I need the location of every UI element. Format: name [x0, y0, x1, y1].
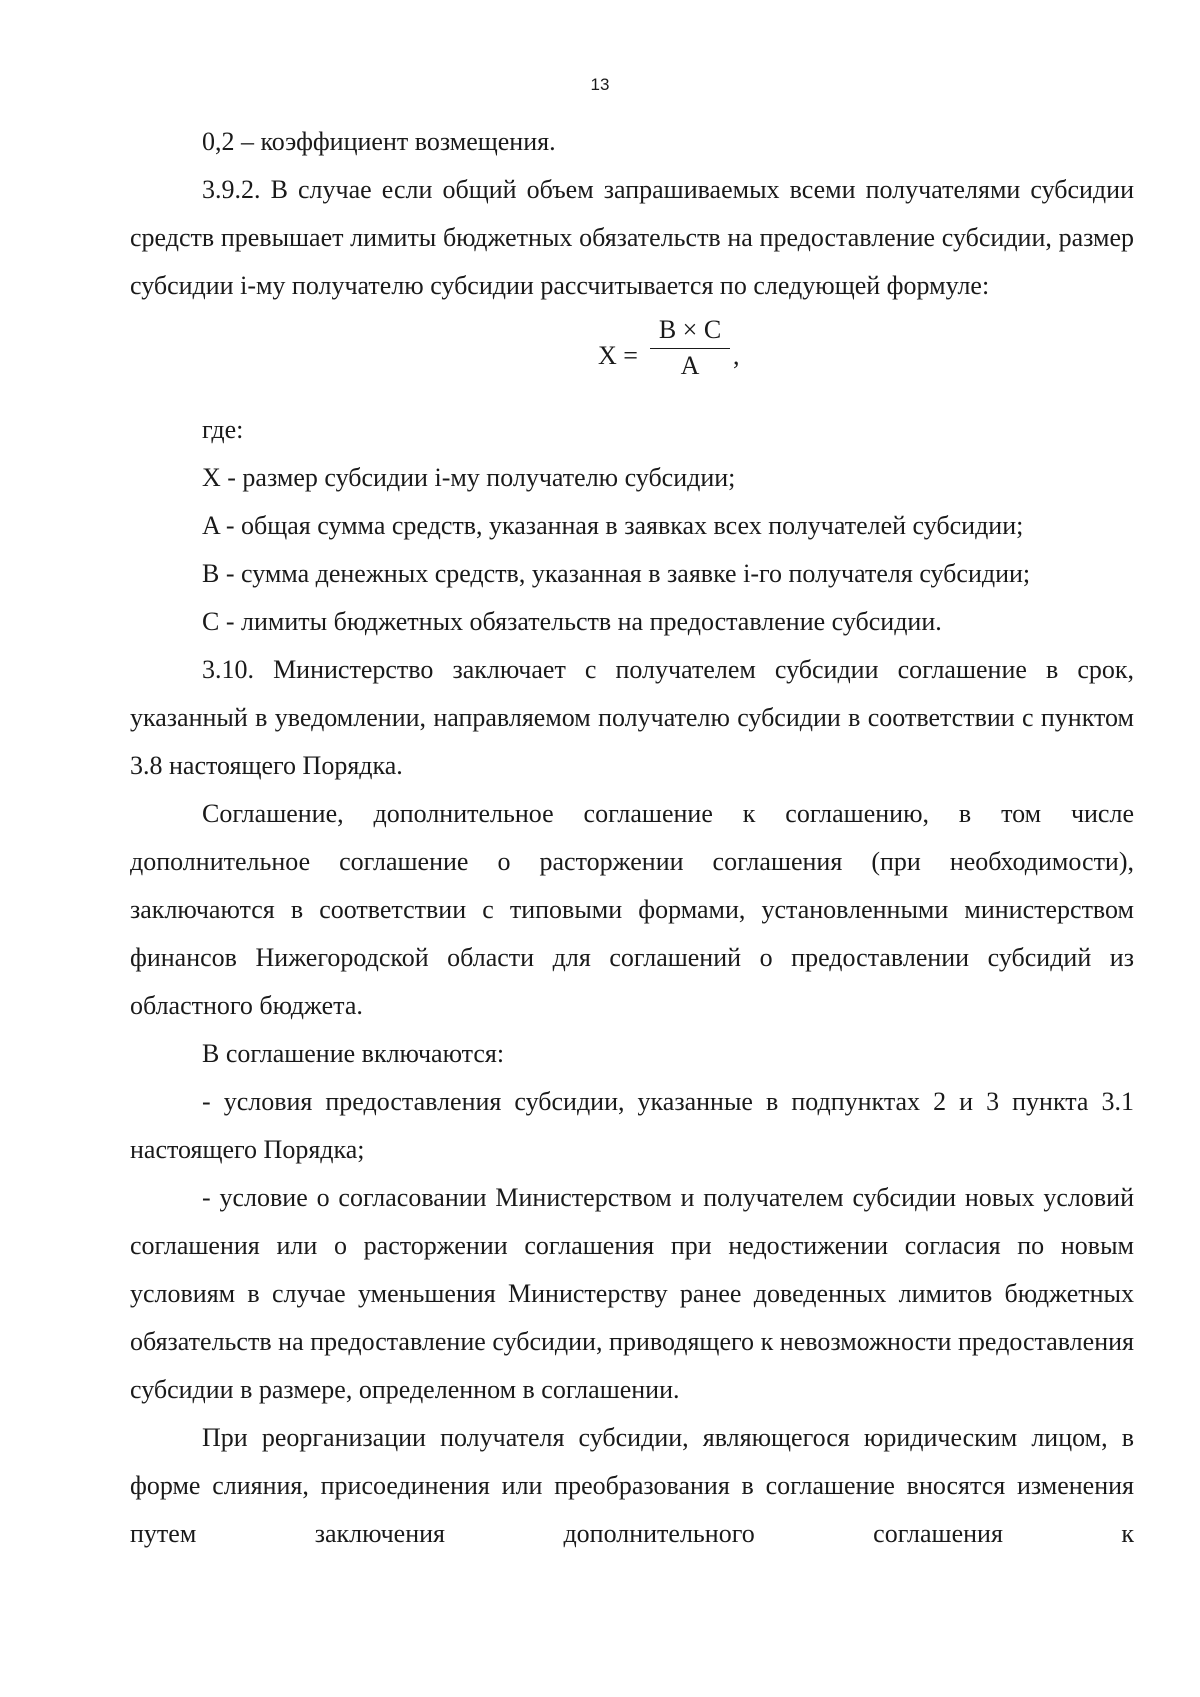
definition-c: C - лимиты бюджетных обязательств на предоставление субсидии.: [202, 607, 942, 636]
document-body: [130, 118, 1134, 1558]
paragraph-agreement-forms: Соглашение, дополнительное соглашение к соглашению, в том числе дополнительное соглашение о расторжении соглашения (при необходимости), заключаются в соответствии с типовыми формами, установленными министерством финансов Нижегородской области для соглашений о предоставлении субсидий из областного бюджета.: [130, 799, 1134, 1020]
formula-comma: ,: [733, 341, 740, 370]
definition-x: X - размер субсидии i-му получателю субсидии;: [202, 463, 736, 492]
page-number: 13: [590, 75, 610, 94]
paragraph-agreement-includes: В соглашение включаются:: [202, 1039, 505, 1068]
paragraph-3-9-2: 3.9.2. В случае если общий объем запрашиваемых всеми получателями субсидии средств превышает лимиты бюджетных обязательств на предоставление субсидии, размер субсидии i-му получателю субсидии рассчитывается по следующей формуле:: [130, 175, 1134, 300]
paragraph-reorganization: При реорганизации получателя субсидии, являющегося юридическим лицом, в форме слияния, присоединения или преобразования в соглашение вносятся изменения путем заключения дополнительного соглашения к: [130, 1423, 1134, 1548]
paragraph-3-10: 3.10. Министерство заключает с получателем субсидии соглашение в срок, указанный в уведомлении, направляемом получателю субсидии в соответствии с пунктом 3.8 настоящего Порядка.: [130, 655, 1134, 780]
subsidy-formula: [130, 310, 1134, 406]
paragraph-coefficient: 0,2 – коэффициент возмещения.: [202, 127, 556, 156]
definition-a: A - общая сумма средств, указанная в заявках всех получателей субсидии;: [202, 511, 1024, 540]
definition-b: B - сумма денежных средств, указанная в заявке i-го получателя субсидии;: [202, 559, 1031, 588]
formula-denominator: A: [680, 351, 700, 380]
paragraph-where: где:: [202, 415, 244, 444]
formula-fraction: [650, 314, 730, 383]
list-item-new-conditions: - условие о согласовании Министерством и получателем субсидии новых условий соглашения или о расторжении соглашения при недостижении согласия по новым условиям в случае уменьшения Министерству ранее доведенных лимитов бюджетных обязательств на предоставление субсидии, приводящего к невозможности предоставления субсидии в размере, определенном в соглашении.: [130, 1183, 1134, 1404]
formula-numerator: B × C: [650, 314, 730, 349]
list-item-conditions: - условия предоставления субсидии, указанные в подпунктах 2 и 3 пункта 3.1 настоящего Порядка;: [130, 1087, 1134, 1164]
formula-lhs: X =: [598, 341, 638, 370]
